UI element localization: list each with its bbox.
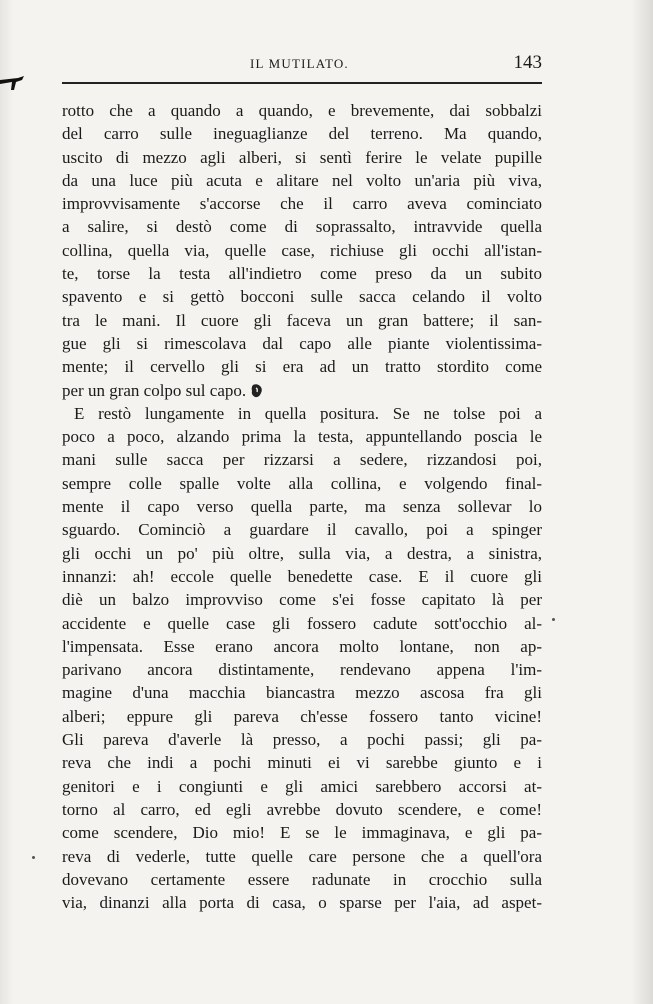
text-line: rotto che a quando a quando, e brevemente, dai sobbalzi xyxy=(62,101,542,120)
text-line: alberi; eppure gli pareva ch'esse fossero tanto vicine! xyxy=(62,706,542,726)
paragraph-end-line xyxy=(62,379,542,402)
text-line: come scendere, Dio mio! E se le immaginava, e gli pa- xyxy=(62,823,542,843)
text-line: improvvisamente s'accorse che il carro aveva cominciato xyxy=(62,194,542,214)
text-line: innanzi: ah! eccole quelle benedette case. E il cuore gli xyxy=(62,566,542,586)
text-line: da una luce più acuta e alitare nel volto un'aria più viva, xyxy=(62,170,542,190)
text-line: tra le mani. Il cuore gli faceva un gran battere; il san- xyxy=(62,310,542,330)
text-line: dovevano certamente essere radunate in crocchio sulla xyxy=(62,869,542,889)
text-line: l'impensata. Esse erano ancora molto lontane, non ap- xyxy=(62,636,542,656)
text-line: uscito di mezzo agli alberi, si sentì ferire le velate pupille xyxy=(62,147,542,167)
text-line: sempre colle spalle volte alla collina, e volgendo final- xyxy=(62,473,542,493)
text-line: reva di vederle, tutte quelle care persone che a quell'ora xyxy=(62,846,542,866)
text-line: accidente e quelle case gli fossero cadute sott'occhio al- xyxy=(62,613,542,633)
text-line: reva che indi a pochi minuti ei vi sarebbe giunto e i xyxy=(62,753,542,773)
text-line: a salire, si destò come di soprassalto, intravvide quella xyxy=(62,217,542,237)
margin-speck xyxy=(32,856,35,859)
text-line: mente; il cervello gli si era ad un tratto stordito come xyxy=(62,357,542,377)
text-line: parivano ancora distintamente, rendevano appena l'im- xyxy=(62,660,542,680)
text-line: Gli pareva d'averle là presso, a pochi passi; gli pa- xyxy=(62,730,542,750)
text-line: per un gran colpo sul capo. xyxy=(62,380,247,400)
text-line: genitori e i congiunti e gli amici sarebbero accorsi at- xyxy=(62,776,542,796)
text-line: del carro sulle ineguaglianze del terreno. Ma quando, xyxy=(62,124,542,144)
page-header xyxy=(60,50,542,74)
text-line: collina, quella via, quelle case, richiuse gli occhi all'istan- xyxy=(62,240,542,260)
text-line: via, dinanzi alla porta di casa, o sparse per l'aia, ad aspet- xyxy=(62,893,542,913)
text-line: spavento e si gettò bocconi sulle sacca celando il volto xyxy=(62,287,542,307)
running-title: IL MUTILATO. xyxy=(250,56,349,71)
text-line: mani sulle sacca per rizzarsi a sedere, rizzandosi poi, xyxy=(62,450,542,470)
text-line: mente il capo verso quella parte, ma senza sollevar lo xyxy=(62,497,542,517)
text-line: diè un balzo improvviso come s'ei fosse capitato là per xyxy=(62,590,542,610)
text-line: sguardo. Cominciò a guardare il cavallo, poi a spinger xyxy=(62,520,542,540)
text-line: gue gli si rimescolava dal capo alle piante violentissima- xyxy=(62,333,542,353)
body-text xyxy=(62,99,542,914)
header-rule xyxy=(62,82,542,84)
ink-blot-icon xyxy=(250,383,264,399)
page-number: 143 xyxy=(513,52,542,73)
text-line: E restò lungamente in quella positura. Se ne tolse poi a xyxy=(74,403,542,423)
ink-mark-icon xyxy=(0,74,26,92)
text-line: te, torse la testa all'indietro come preso da un subito xyxy=(62,264,542,284)
text-line: gli occhi un po' più oltre, sulla via, a destra, a sinistra, xyxy=(62,543,542,563)
text-line: poco a poco, alzando prima la testa, appuntellando poscia le xyxy=(62,427,542,447)
text-line: torno al carro, ed egli avrebbe dovuto scendere, e come! xyxy=(62,799,542,819)
margin-speck xyxy=(552,618,555,621)
text-line: magine d'una macchia biancastra mezzo ascosa fra gli xyxy=(62,683,542,703)
